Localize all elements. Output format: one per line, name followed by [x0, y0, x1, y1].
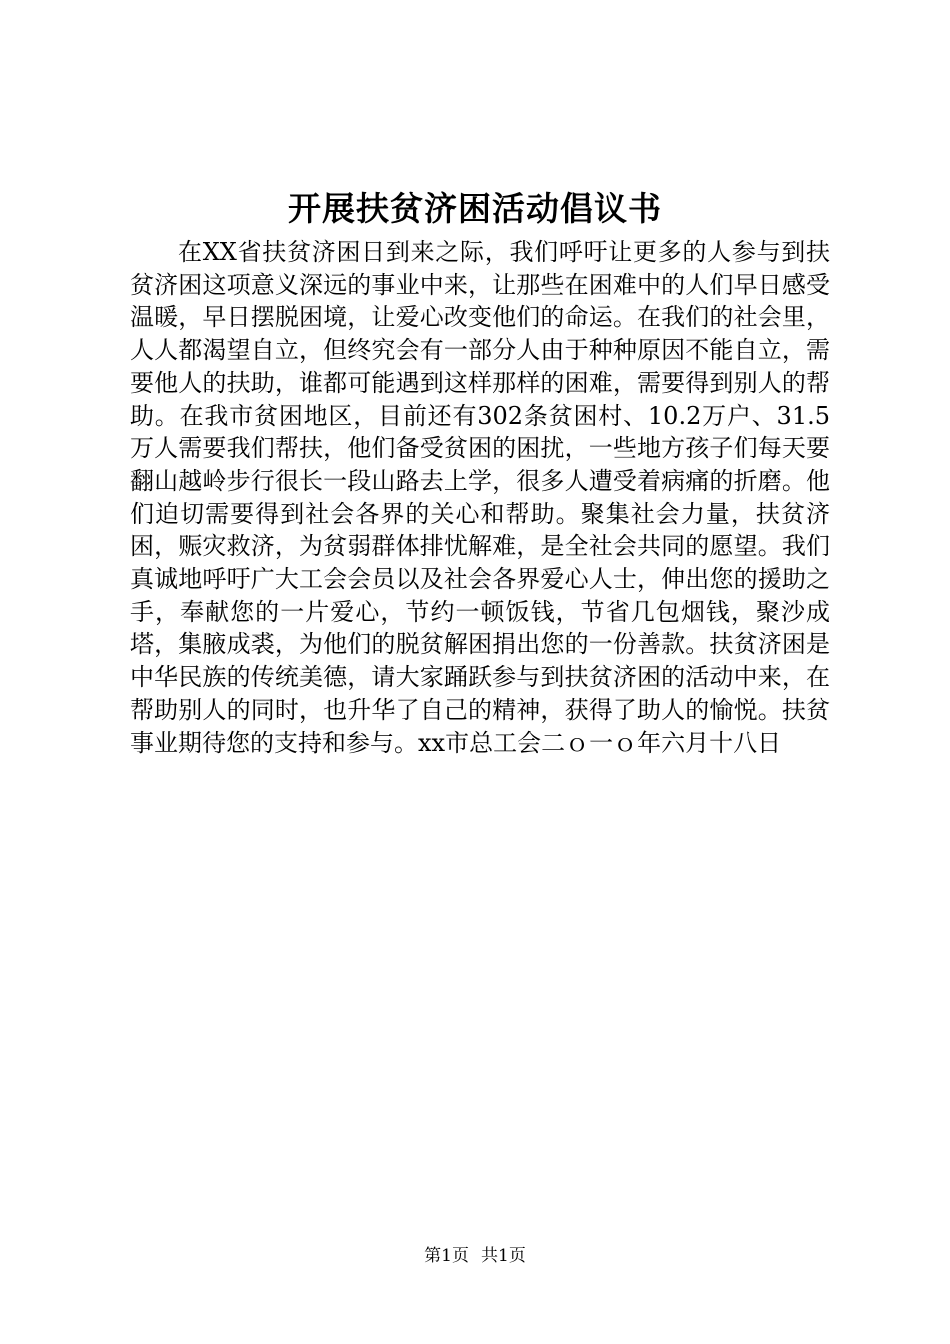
page-number: 第1页	[424, 1246, 469, 1266]
document-title: 开展扶贫济困活动倡议书	[288, 189, 662, 228]
document-body: 在XX省扶贫济困日到来之际，我们呼吁让更多的人参与到扶贫济困这项意义深远的事业中来，让那些在困难中的人们早日感受温暖，早日摆脱困境，让爱心改变他们的命运。在我们的社会里，人人都渴望自立，但终究会有一部分人由于种种原因不能自立，需要他人的扶助，谁都可能遇到这样那样的困难，需要得到别人的帮助。在我市贫困地区，目前还有302条贫困村、10.2万户、31.5万人需要我们帮扶，他们备受贫困的困扰，一些地方孩子们每天要翻山越岭步行很长一段山路去上学，很多人遭受着病痛的折磨。他们迫切需要得到社会各界的关心和帮助。聚集社会力量，扶贫济困，赈灾救济，为贫弱群体排忧解难，是全社会共同的愿望。我们真诚地呼吁广大工会会员以及社会各界爱心人士，伸出您的援助之手，奉献您的一片爱心，节约一顿饭钱，节省几包烟钱，聚沙成塔，集腋成裘，为他们的脱贫解困捐出您的一份善款。扶贫济困是中华民族的传统美德，请大家踊跃参与到扶贫济困的活动中来，在帮助别人的同时，也升华了自己的精神，获得了助人的愉悦。扶贫事业期待您的支持和参与。xx市总工会二ｏ一ｏ年六月十八日	[130, 238, 830, 757]
page-total: 共1页	[481, 1246, 526, 1266]
page-footer	[0, 1244, 950, 1268]
